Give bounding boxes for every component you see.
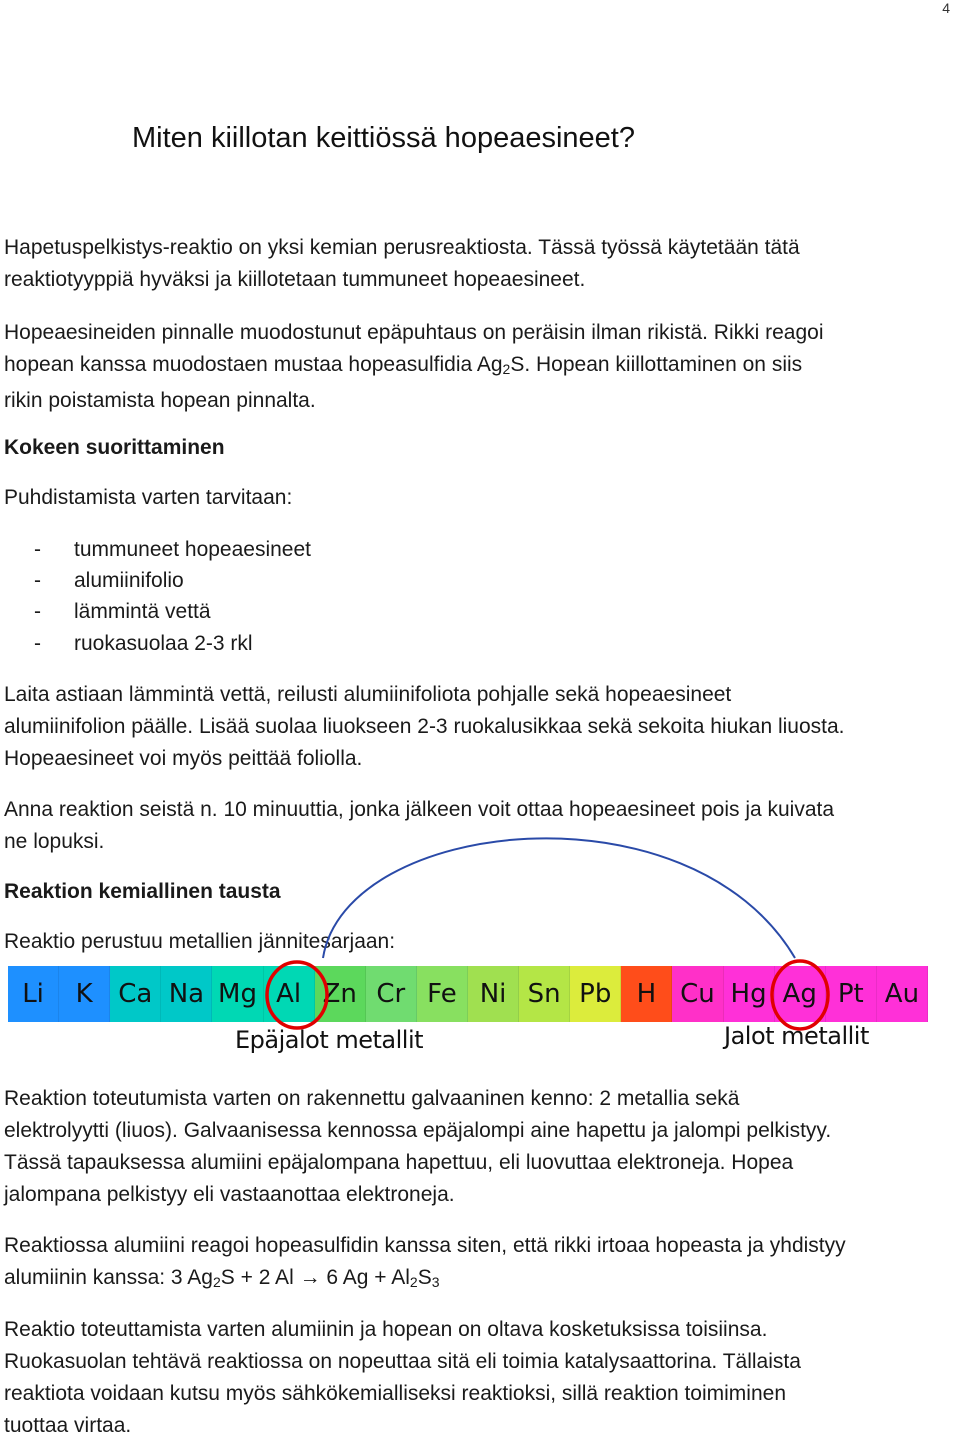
subscript: 2 (502, 361, 511, 377)
explanation-line: Reaktion toteutumista varten on rakennettu galvaaninen kenno: 2 metallia sekä (4, 1087, 740, 1110)
series-cell-ag: Ag (775, 966, 826, 1022)
equation-paragraph (4, 1230, 954, 1298)
list-dash: - (34, 600, 41, 623)
series-cell-h: H (621, 966, 672, 1022)
explanation-line: Tässä tapauksessa alumiini epäjalompana hapettuu, eli luovuttaa elektroneja. Hopea (4, 1151, 794, 1174)
list-dash: - (34, 538, 41, 561)
electron-arc (323, 838, 795, 958)
list-item-text: alumiinifolio (74, 569, 184, 592)
subscript: 2 (212, 1274, 221, 1290)
explanation-line: elektrolyytti (liuos). Galvaanisessa kennossa epäjalompi aine hapettu ja jalompi pelkistyy. (4, 1119, 832, 1142)
series-cell-na: Na (161, 966, 212, 1022)
series-cell-pb: Pb (570, 966, 621, 1022)
series-cell-k: K (59, 966, 110, 1022)
series-cell-sn: Sn (519, 966, 570, 1022)
circle-silver-marker (772, 961, 828, 1029)
equation-line: Reaktiossa alumiini reagoi hopeasulfidin kanssa siten, että rikki irtoaa hopeasta ja yhdistyy (4, 1234, 846, 1257)
subscript: 2 (409, 1274, 418, 1290)
closing-line: reaktiota voidaan kutsu myös sähkökemialliseksi reaktioksi, sillä reaktion toimiminen (4, 1382, 786, 1405)
equation-text: 6 Ag + Al (320, 1266, 410, 1289)
page-number: 4 (942, 0, 950, 16)
subscript: 3 (431, 1274, 440, 1290)
series-cell-mg: Mg (212, 966, 263, 1022)
series-cell-cu: Cu (672, 966, 723, 1022)
tarnish-text: S. Hopean kiillottaminen on siis (510, 353, 803, 376)
list-item-text: ruokasuolaa 2-3 rkl (74, 632, 253, 655)
equation-text: S + 2 Al (220, 1266, 300, 1289)
steps-line: Hopeaesineet voi myös peittää foliolla. (4, 747, 363, 770)
series-cell-al: Al (264, 966, 315, 1022)
equation-line (4, 1262, 954, 1298)
wait-line: Anna reaktion seistä n. 10 minuuttia, jonka jälkeen voit ottaa hopeaesineet pois ja kuivata (4, 798, 835, 821)
list-dash: - (34, 632, 41, 655)
intro-line: Hapetuspelkistys-reaktio on yksi kemian perusreaktiosta. Tässä työssä käytetään tätä (4, 236, 800, 259)
series-cell-fe: Fe (417, 966, 468, 1022)
series-cell-au: Au (877, 966, 928, 1022)
equation-text: alumiinin kanssa: 3 Ag (4, 1266, 213, 1289)
procedure-heading: Kokeen suorittaminen (4, 436, 225, 459)
series-cell-zn: Zn (315, 966, 366, 1022)
circle-aluminium-marker (267, 962, 327, 1028)
closing-line: Reaktio toteuttamista varten alumiinin ja hopean on oltava kosketuksissa toisiinsa. (4, 1318, 768, 1341)
wait-line: ne lopuksi. (4, 830, 105, 853)
tarnish-text: hopean kanssa muodostaen mustaa hopeasulfidia Ag (4, 353, 503, 376)
series-cell-li: Li (8, 966, 59, 1022)
base-metals-label: Epäjalot metallit (235, 1026, 424, 1054)
equation-text: S (417, 1266, 432, 1289)
steps-line: Laita astiaan lämmintä vettä, reilusti alumiinifoliota pohjalle sekä hopeaesineet (4, 683, 732, 706)
tarnish-line: rikin poistamista hopean pinnalta. (4, 389, 316, 412)
series-intro: Reaktio perustuu metallien jännitesarjaan: (4, 930, 396, 953)
list-dash: - (34, 569, 41, 592)
tarnish-line: Hopeaesineiden pinnalle muodostunut epäpuhtaus on peräisin ilman rikistä. Rikki reagoi (4, 321, 824, 344)
series-cell-ni: Ni (468, 966, 519, 1022)
explanation-paragraph (4, 1083, 954, 1211)
series-cell-cr: Cr (366, 966, 417, 1022)
explanation-line: jalompana pelkistyy eli vastaanottaa elektroneja. (4, 1183, 455, 1206)
intro-line: reaktiotyyppiä hyväksi ja kiillotetaan tummuneet hopeaesineet. (4, 268, 586, 291)
series-cell-hg: Hg (724, 966, 775, 1022)
series-cell-pt: Pt (826, 966, 877, 1022)
closing-line: Ruokasuolan tehtävä reaktiossa on nopeuttaa sitä eli toimia katalysaattorina. Tällaista (4, 1350, 801, 1373)
steps-line: alumiinifolion päälle. Lisää suolaa liuokseen 2-3 ruokalusikkaa sekä sekoita hiukan liuosta. (4, 715, 845, 738)
page-title: Miten kiillotan keittiössä hopeaesineet? (132, 122, 635, 154)
list-item-text: lämmintä vettä (74, 600, 211, 623)
background-heading: Reaktion kemiallinen tausta (4, 880, 281, 903)
list-item-text: tummuneet hopeaesineet (74, 538, 311, 561)
series-cell-ca: Ca (110, 966, 161, 1022)
noble-metals-label: Jalot metallit (724, 1022, 869, 1050)
needs-label: Puhdistamista varten tarvitaan: (4, 486, 293, 509)
closing-paragraph (4, 1314, 954, 1442)
reaction-arrow-icon: → (299, 1266, 321, 1289)
closing-line: tuottaa virtaa. (4, 1414, 132, 1437)
